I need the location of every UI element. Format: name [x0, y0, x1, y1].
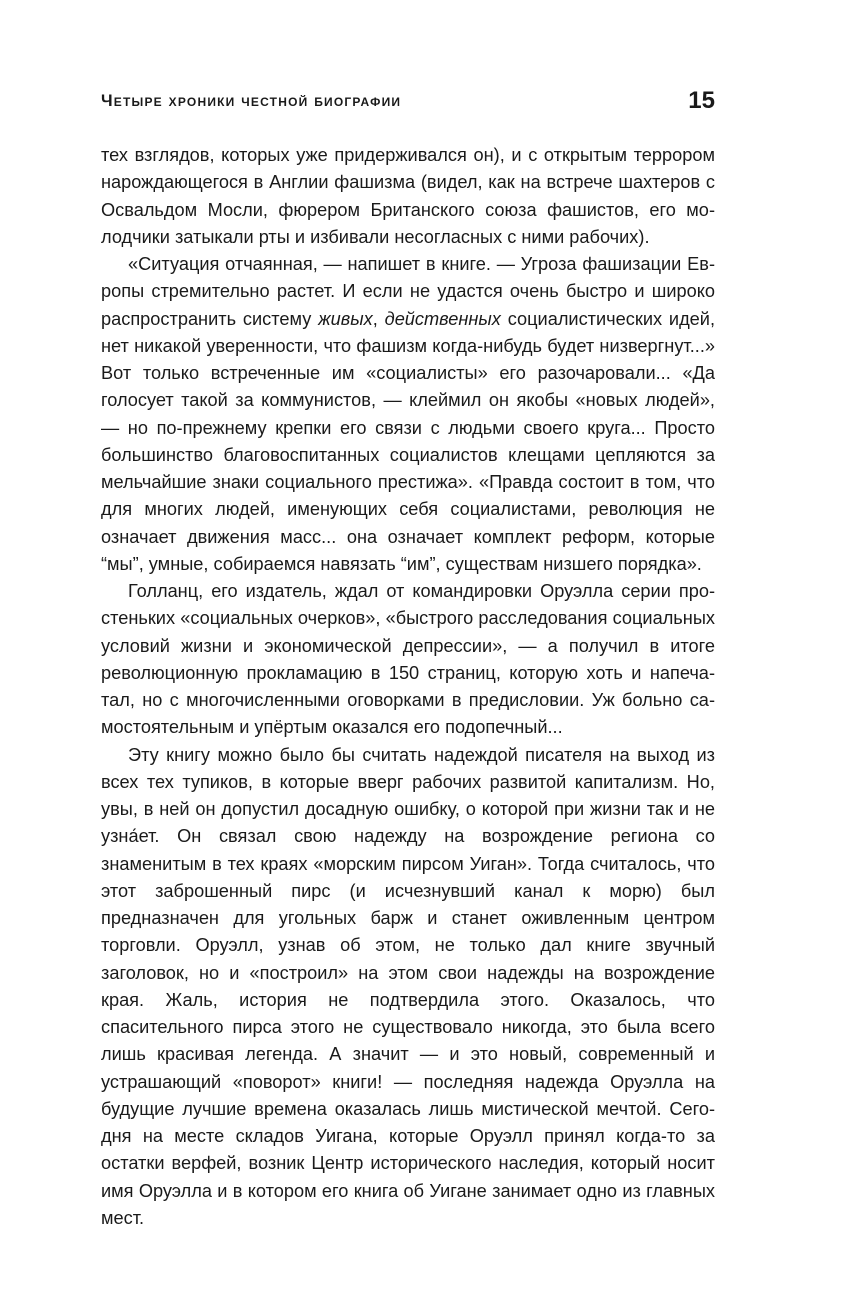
paragraph-2	[101, 251, 715, 578]
paragraph-text: тех взглядов, которых уже придерживался он), и с открытым террором нарождающегося в Англии фашизма (видел, как на встрече шахтеров с Освальдом Мосли, фюрером Британского союза фашистов, его молодчики затыкали рты и избивали несогласных с ними рабочих).	[101, 145, 715, 247]
paragraph-text: Эту книгу можно было бы считать надеждой писателя на выход из всех тех тупиков, в которые вверг рабочих развитой капитализм. Но, увы, в ней он допустил досадную ошибку, о которой при жизни так и не узна́ет. Он связал свою надежду на возрождение региона со знаменитым в тех краях «морским пирсом Уиган». Тогда считалось, что этот заброшенный пирс (и исчезнувший канал к морю) был предназначен для угольных барж и станет оживленным центром торговли. Оруэлл, узнав об этом, не только дал книге звучный заголовок, но и «построил» на этом свои надежды на возрождение края. Жаль, история не подтвердила этого. Оказалось, что спасительного пирса этого не существовало никогда, это была всего лишь красивая легенда. А значит — и это новый, современный и устрашающий «поворот» книги! — последняя надежда Оруэлла на будущие лучшие времена оказалась лишь мистической мечтой. Сегодня на месте складов Уигана, которые Оруэлл принял когда-то за остатки верфей, возник Центр исторического наследия, который носит имя Оруэлла и в котором его книга об Уигане занимает одно из главных мест.	[101, 744, 715, 1228]
body-text	[101, 142, 715, 1232]
book-page	[101, 84, 715, 1232]
paragraph-3	[101, 578, 715, 742]
italic-word: живых	[318, 308, 373, 329]
page-header	[101, 84, 715, 120]
paragraph-1	[101, 142, 715, 251]
paragraph-text: Голланц, его издатель, ждал от командировки Оруэлла серии простеньких «социальных очерков», «быстрого расследования социальных условий жизни и экономической депрессии», — а получил в итоге революционную прокламацию в 150 страниц, которую хоть и напечатал, но с многочисленными оговорками в предисловии. Уж больно самостоятельным и упёртым оказался его подопечный...	[101, 581, 715, 738]
paragraph-text: социалистических идей, нет никакой уверенности, что фашизм когда-нибудь будет низвергнут...» Вот только встреченные им «социалисты» его разочаровали... «Да голосует такой за коммунистов, — клеймил он якобы «новых людей», — но по-прежнему крепки его связи с людьми своего круга... Просто большинство благовоспитанных социалистов клещами цепляются за мельчайшие знаки социального престижа». «Правда состоит в том, что для многих людей, именующих себя социалистами, революция не означает движения масс... она означает комплект реформ, которые “мы”, умные, собираемся навязать “им”, существам низшего порядка».	[101, 308, 716, 574]
page-number: 15	[688, 87, 715, 114]
running-title: Четыре хроники честной биографии	[101, 92, 402, 110]
italic-word: действенных	[384, 308, 501, 329]
paragraph-text: ,	[372, 308, 385, 329]
paragraph-text: «Ситуация отчаянная, — напишет в книге. — Угроза фашизации Европы стремительно растет. И если не удастся очень быстро и широко распространить систему	[101, 254, 715, 329]
paragraph-4	[101, 742, 715, 1233]
